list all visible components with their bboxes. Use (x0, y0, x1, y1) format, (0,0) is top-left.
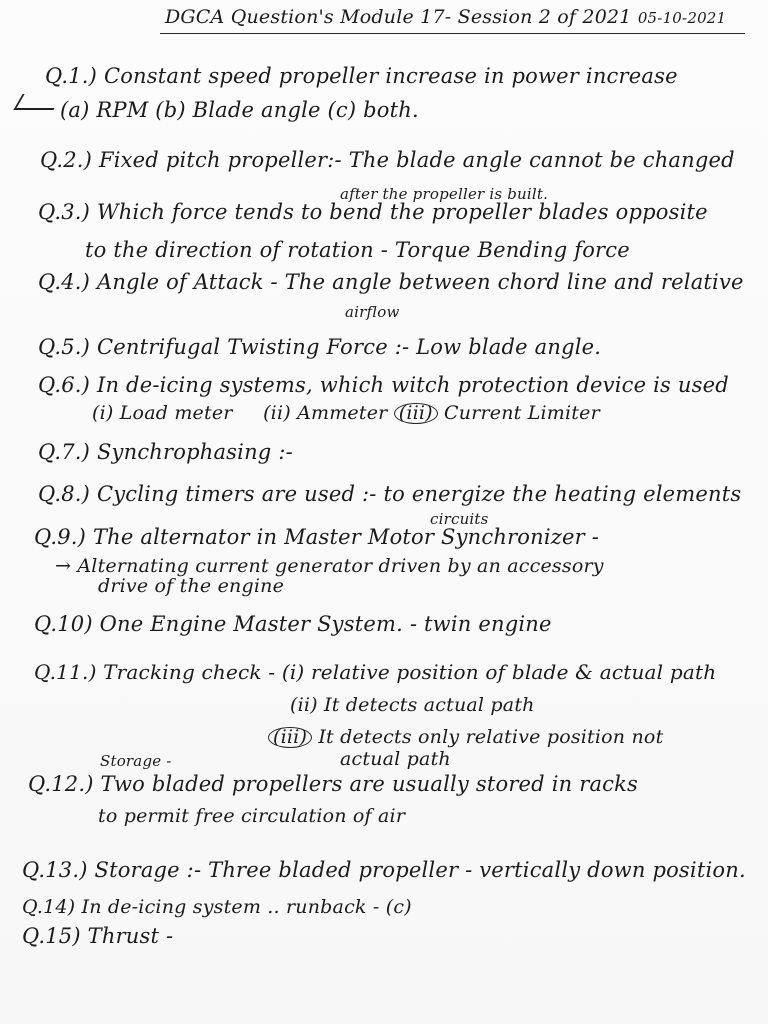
q4-text: Q.4.) Angle of Attack - The angle between chord line and relative (38, 270, 744, 294)
q6-options (92, 402, 600, 424)
q9-cont2: drive of the engine (98, 575, 285, 597)
q6-text: Q.6.) In de-icing systems, which witch protection device is used (38, 373, 729, 397)
q15-text: Q.15) Thrust - (22, 924, 174, 948)
q1-text: Q.1.) Constant speed propeller increase in power increase (45, 64, 678, 88)
q13-text: Q.13.) Storage :- Three bladed propeller - vertically down position. (22, 858, 746, 882)
q4-cont: airflow (345, 303, 400, 321)
q6-opt2: (ii) Ammeter (263, 402, 388, 424)
page-title: DGCA Question's Module 17- Session 2 of 2021 05-10-2021 (165, 6, 727, 28)
q5-text: Q.5.) Centrifugal Twisting Force :- Low blade angle. (38, 335, 602, 359)
q12-cont: to permit free circulation of air (98, 805, 406, 827)
q12-text: Q.12.) Two bladed propellers are usually stored in racks (28, 772, 639, 796)
q8-text: Q.8.) Cycling timers are used :- to energize the heating elements (38, 482, 742, 506)
q1-options: (a) RPM (b) Blade angle (c) both. (60, 98, 419, 122)
arrow-icon: → (55, 555, 72, 577)
q9-cont1: → Alternating current generator driven by an accessory (55, 555, 604, 577)
q14-text: Q.14) In de-icing system .. runback - (c) (22, 896, 412, 918)
q9-text: Q.9.) The alternator in Master Motor Synchronizer - (34, 525, 600, 549)
q6-opt3-circle: (iii) (394, 403, 438, 424)
q11-opt3-circle: (iii) (268, 727, 312, 748)
q2-text: Q.2.) Fixed pitch propeller:- The blade angle cannot be changed (40, 148, 735, 172)
title-underline (160, 33, 745, 34)
q11-opt2: (ii) It detects actual path (290, 694, 535, 716)
q3-text: Q.3.) Which force tends to bend the propeller blades opposite (38, 200, 708, 224)
tick-mark (13, 94, 62, 110)
q7-text: Q.7.) Synchrophasing :- (38, 440, 293, 464)
q3-cont: to the direction of rotation - Torque Bending force (85, 238, 630, 262)
q11-opt3-cont: actual path (340, 748, 451, 770)
q8-cont: circuits (430, 510, 489, 528)
q6-opt1: (i) Load meter (92, 402, 233, 424)
date: 05-10-2021 (637, 9, 727, 27)
q2-cont: after the propeller is built. (340, 185, 549, 203)
q10-text: Q.10) One Engine Master System. - twin engine (34, 612, 552, 636)
q11-text: Q.11.) Tracking check - (i) relative position of blade & actual path (34, 660, 717, 684)
q11-opt3: (iii) It detects only relative position not (268, 726, 663, 748)
q12-label: Storage - (100, 752, 172, 770)
q6-opt3-text: Current Limiter (444, 402, 600, 424)
